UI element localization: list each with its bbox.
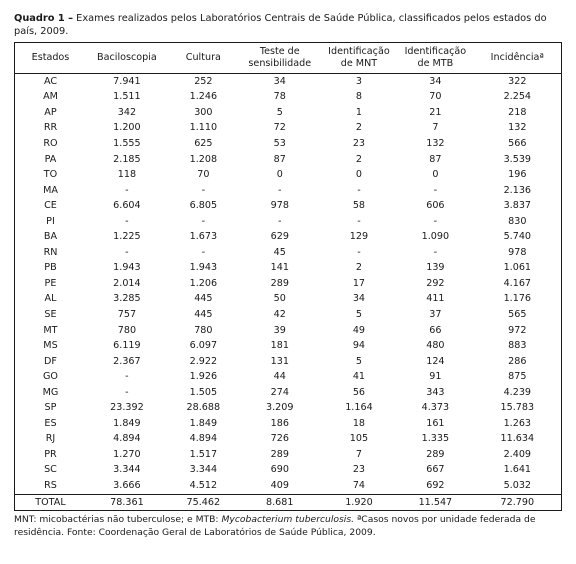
- value-cell: 322: [508, 75, 527, 87]
- value-cell: 196: [508, 169, 527, 181]
- value-cell: 286: [508, 355, 527, 367]
- value-cell: 181: [270, 340, 289, 352]
- state-cell: ES: [44, 417, 57, 429]
- value-cell: 445: [194, 308, 213, 320]
- state-cell: BA: [43, 231, 58, 243]
- value-cell: 6.805: [189, 200, 218, 212]
- value-cell: 58: [352, 200, 366, 212]
- value-cell: 1.200: [113, 122, 141, 134]
- header-row: [15, 43, 561, 74]
- value-cell: 3.837: [503, 200, 532, 212]
- value-cell: 5.740: [503, 231, 532, 243]
- value-cell: 1.555: [113, 137, 141, 149]
- state-cell: AC: [43, 75, 58, 87]
- value-cell: 7: [355, 448, 362, 460]
- value-cell: 124: [426, 355, 445, 367]
- state-cell: RR: [43, 122, 58, 134]
- state-cell: RN: [43, 246, 58, 258]
- value-cell: 94: [352, 340, 366, 352]
- value-cell: 41: [352, 371, 366, 383]
- value-cell: 6.119: [113, 340, 141, 352]
- value-cell: 7.941: [113, 75, 141, 87]
- value-cell: 757: [117, 308, 137, 320]
- value-cell: 1.208: [189, 153, 218, 165]
- value-cell: -: [125, 386, 129, 398]
- state-cell: MA: [43, 184, 58, 196]
- value-cell: 4.894: [113, 433, 141, 445]
- state-cell: PE: [44, 277, 57, 289]
- value-cell: 1.641: [503, 464, 532, 476]
- value-cell: 1.110: [189, 122, 218, 134]
- table-row: [15, 276, 561, 292]
- value-cell: 1.164: [345, 402, 373, 414]
- state-cell: SC: [44, 464, 57, 476]
- value-cell: 131: [270, 355, 289, 367]
- state-cell: TO: [43, 169, 58, 181]
- value-cell: 625: [194, 137, 213, 149]
- value-cell: 49: [352, 324, 366, 336]
- table-row: [15, 338, 561, 354]
- value-cell: 978: [270, 200, 289, 212]
- value-cell: 3: [355, 75, 362, 87]
- table-row: [15, 136, 561, 152]
- header-cell: Teste de sensibilidade: [239, 43, 321, 74]
- value-cell: 292: [426, 277, 445, 289]
- value-cell: 23.392: [110, 402, 144, 414]
- table-caption: [14, 12, 562, 38]
- state-cell: AL: [44, 293, 57, 305]
- value-cell: 1: [355, 106, 362, 118]
- value-cell: 972: [508, 324, 527, 336]
- value-cell: 1.673: [189, 231, 218, 243]
- value-cell: 1.176: [503, 293, 532, 305]
- value-cell: -: [125, 371, 129, 383]
- caption-label: Quadro 1 –: [14, 13, 74, 24]
- value-cell: 91: [429, 371, 442, 383]
- value-cell: 5: [355, 308, 362, 320]
- value-cell: 141: [270, 262, 289, 274]
- value-cell: 2.014: [113, 277, 141, 289]
- table-row: [15, 198, 561, 214]
- value-cell: 1.511: [113, 91, 141, 103]
- value-cell: 289: [270, 448, 289, 460]
- total-value: 78.361: [86, 494, 168, 510]
- value-cell: 87: [273, 153, 286, 165]
- header-cell: Baciloscopia: [86, 43, 168, 74]
- value-cell: -: [357, 184, 361, 196]
- value-cell: -: [201, 184, 206, 196]
- table-row: [15, 167, 561, 183]
- value-cell: -: [357, 215, 361, 227]
- value-cell: 3.209: [266, 402, 294, 414]
- value-cell: 409: [270, 479, 289, 491]
- value-cell: 480: [426, 340, 445, 352]
- total-value: 75.462: [168, 494, 239, 510]
- value-cell: 1.061: [503, 262, 532, 274]
- table-row: [15, 292, 561, 308]
- value-cell: -: [125, 215, 129, 227]
- value-cell: 78: [273, 91, 286, 103]
- value-cell: 132: [426, 137, 445, 149]
- value-cell: 1.517: [189, 448, 218, 460]
- value-cell: 8: [355, 91, 362, 103]
- value-cell: 726: [270, 433, 289, 445]
- state-cell: AP: [44, 106, 57, 118]
- value-cell: 70: [197, 169, 210, 181]
- table-row: [15, 447, 561, 463]
- state-cell: RO: [43, 137, 58, 149]
- value-cell: 4.373: [421, 402, 450, 414]
- state-cell: SP: [44, 402, 57, 414]
- value-cell: 28.688: [186, 402, 221, 414]
- value-cell: -: [433, 215, 438, 227]
- value-cell: 2: [355, 262, 362, 274]
- value-cell: 667: [426, 464, 445, 476]
- value-cell: 0: [432, 169, 439, 181]
- value-cell: -: [357, 246, 361, 258]
- state-cell: PI: [46, 215, 55, 227]
- value-cell: 118: [117, 169, 137, 181]
- value-cell: 39: [273, 324, 286, 336]
- value-cell: 1.225: [113, 231, 141, 243]
- table-row: [15, 400, 561, 416]
- table-row: [15, 261, 561, 277]
- value-cell: 830: [508, 215, 527, 227]
- value-cell: 343: [426, 386, 445, 398]
- header-cell: Cultura: [168, 43, 239, 74]
- table-row: [15, 90, 561, 106]
- value-cell: 3.344: [189, 464, 218, 476]
- value-cell: 1.263: [503, 417, 532, 429]
- value-cell: 692: [426, 479, 445, 491]
- value-cell: 6.097: [189, 340, 218, 352]
- value-cell: 565: [508, 308, 527, 320]
- value-cell: 45: [273, 246, 286, 258]
- state-cell: SE: [44, 308, 57, 320]
- table-row: [15, 307, 561, 323]
- header-cell: Incidênciaª: [474, 43, 561, 74]
- value-cell: 161: [426, 417, 445, 429]
- value-cell: 34: [352, 293, 366, 305]
- value-cell: 1.505: [189, 386, 218, 398]
- table-row: [15, 183, 561, 199]
- value-cell: 72: [273, 122, 286, 134]
- value-cell: 4.894: [189, 433, 218, 445]
- table-row: [15, 369, 561, 385]
- footnote-source: ªCasos novos por unidade federada de residência. Fonte: Coordenação Geral de Laboratórios de Saúde Pública, 2009.: [14, 514, 536, 539]
- value-cell: -: [278, 215, 282, 227]
- value-cell: 1.246: [189, 91, 218, 103]
- value-cell: 780: [194, 324, 213, 336]
- value-cell: 23: [352, 137, 366, 149]
- table-row: [15, 214, 561, 230]
- value-cell: 883: [508, 340, 527, 352]
- state-cell: MG: [42, 386, 59, 398]
- value-cell: 0: [276, 169, 283, 181]
- value-cell: 629: [270, 231, 289, 243]
- value-cell: 780: [117, 324, 137, 336]
- state-cell: PB: [44, 262, 57, 274]
- table-row: [15, 354, 561, 370]
- value-cell: 606: [426, 200, 445, 212]
- table-row: [15, 478, 561, 494]
- table-row: [15, 229, 561, 245]
- value-cell: 44: [273, 371, 286, 383]
- value-cell: 875: [508, 371, 527, 383]
- value-cell: 23: [352, 464, 366, 476]
- value-cell: -: [433, 246, 438, 258]
- total-value: 1.920: [321, 494, 397, 510]
- state-cell: RS: [44, 479, 57, 491]
- table-body: [15, 74, 561, 511]
- value-cell: 342: [117, 106, 137, 118]
- value-cell: 3.666: [113, 479, 141, 491]
- total-value: 8.681: [239, 494, 321, 510]
- value-cell: -: [201, 246, 206, 258]
- value-cell: 34: [429, 75, 442, 87]
- value-cell: 2.136: [503, 184, 532, 196]
- value-cell: 690: [270, 464, 289, 476]
- value-cell: 3.344: [113, 464, 141, 476]
- value-cell: 34: [273, 75, 286, 87]
- value-cell: 2: [355, 122, 362, 134]
- state-cell: RJ: [45, 433, 56, 445]
- value-cell: 1.849: [189, 417, 218, 429]
- state-cell: DF: [44, 355, 57, 367]
- table-row: [15, 121, 561, 137]
- total-value: 72.790: [474, 494, 561, 510]
- table-row: [15, 245, 561, 261]
- total-label: TOTAL: [15, 494, 86, 510]
- value-cell: 21: [429, 106, 442, 118]
- state-cell: CE: [44, 200, 57, 212]
- state-cell: PA: [44, 153, 57, 165]
- state-cell: MT: [43, 324, 58, 336]
- value-cell: 289: [270, 277, 289, 289]
- value-cell: 218: [508, 106, 527, 118]
- value-cell: 15.783: [500, 402, 535, 414]
- caption-text: Exames realizados pelos Laboratórios Centrais de Saúde Pública, classificados pelos estados do país, 2009.: [14, 13, 547, 37]
- value-cell: 289: [426, 448, 445, 460]
- value-cell: 4.239: [503, 386, 532, 398]
- value-cell: 53: [273, 137, 286, 149]
- header-cell: Estados: [15, 43, 86, 74]
- value-cell: 1.926: [189, 371, 218, 383]
- total-value: 11.547: [397, 494, 473, 510]
- header-cell: Identificação de MTB: [397, 43, 473, 74]
- value-cell: 2.185: [113, 153, 141, 165]
- value-cell: 566: [508, 137, 527, 149]
- table-row: [15, 432, 561, 448]
- value-cell: 0: [355, 169, 362, 181]
- state-cell: GO: [42, 371, 58, 383]
- value-cell: 1.943: [189, 262, 218, 274]
- value-cell: 42: [273, 308, 286, 320]
- header-cell: Identificação de MNT: [321, 43, 397, 74]
- table-row: [15, 385, 561, 401]
- value-cell: 11.634: [500, 433, 535, 445]
- state-cell: AM: [43, 91, 58, 103]
- value-cell: 274: [270, 386, 289, 398]
- value-cell: 1.206: [189, 277, 218, 289]
- value-cell: -: [433, 184, 438, 196]
- value-cell: 2.409: [503, 448, 532, 460]
- table-row: [15, 416, 561, 432]
- table-row: [15, 152, 561, 168]
- table-row: [15, 74, 561, 90]
- state-cell: PR: [44, 448, 57, 460]
- value-cell: 70: [429, 91, 442, 103]
- value-cell: 5.032: [503, 479, 532, 491]
- total-row: [15, 494, 561, 510]
- value-cell: 5: [355, 355, 362, 367]
- value-cell: 6.604: [113, 200, 141, 212]
- value-cell: 4.167: [503, 277, 532, 289]
- value-cell: 3.539: [503, 153, 532, 165]
- footnote-text: MNT: micobactérias não tuberculose; e MTB:: [14, 514, 222, 526]
- value-cell: 66: [429, 324, 442, 336]
- value-cell: 1.270: [113, 448, 141, 460]
- exams-table: [15, 42, 561, 510]
- table-row: [15, 105, 561, 121]
- value-cell: 186: [270, 417, 289, 429]
- value-cell: 2.922: [189, 355, 218, 367]
- value-cell: 87: [429, 153, 442, 165]
- value-cell: 252: [194, 75, 213, 87]
- table-row: [15, 463, 561, 479]
- value-cell: 2.254: [503, 91, 532, 103]
- value-cell: -: [201, 215, 206, 227]
- value-cell: 3.285: [113, 293, 141, 305]
- value-cell: 2.367: [113, 355, 141, 367]
- value-cell: 17: [352, 277, 366, 289]
- table-frame: [14, 42, 562, 511]
- value-cell: 37: [429, 308, 442, 320]
- value-cell: -: [278, 184, 282, 196]
- value-cell: 4.512: [189, 479, 218, 491]
- value-cell: 978: [508, 246, 527, 258]
- value-cell: -: [125, 184, 129, 196]
- value-cell: 2: [355, 153, 362, 165]
- value-cell: 139: [426, 262, 445, 274]
- value-cell: 1.090: [421, 231, 450, 243]
- value-cell: 56: [352, 386, 366, 398]
- value-cell: 1.335: [421, 433, 450, 445]
- table-row: [15, 323, 561, 339]
- value-cell: 18: [352, 417, 366, 429]
- value-cell: 50: [273, 293, 286, 305]
- value-cell: 7: [432, 122, 439, 134]
- value-cell: 1.849: [113, 417, 141, 429]
- value-cell: -: [125, 246, 129, 258]
- value-cell: 105: [349, 433, 369, 445]
- value-cell: 5: [276, 106, 283, 118]
- value-cell: 1.943: [113, 262, 141, 274]
- value-cell: 74: [352, 479, 366, 491]
- value-cell: 445: [194, 293, 213, 305]
- value-cell: 129: [349, 231, 369, 243]
- value-cell: 300: [194, 106, 213, 118]
- state-cell: MS: [43, 340, 58, 352]
- table-footnote: [14, 513, 562, 539]
- value-cell: 411: [426, 293, 445, 305]
- value-cell: 132: [508, 122, 527, 134]
- footnote-species: Mycobacterium tuberculosis.: [221, 514, 355, 526]
